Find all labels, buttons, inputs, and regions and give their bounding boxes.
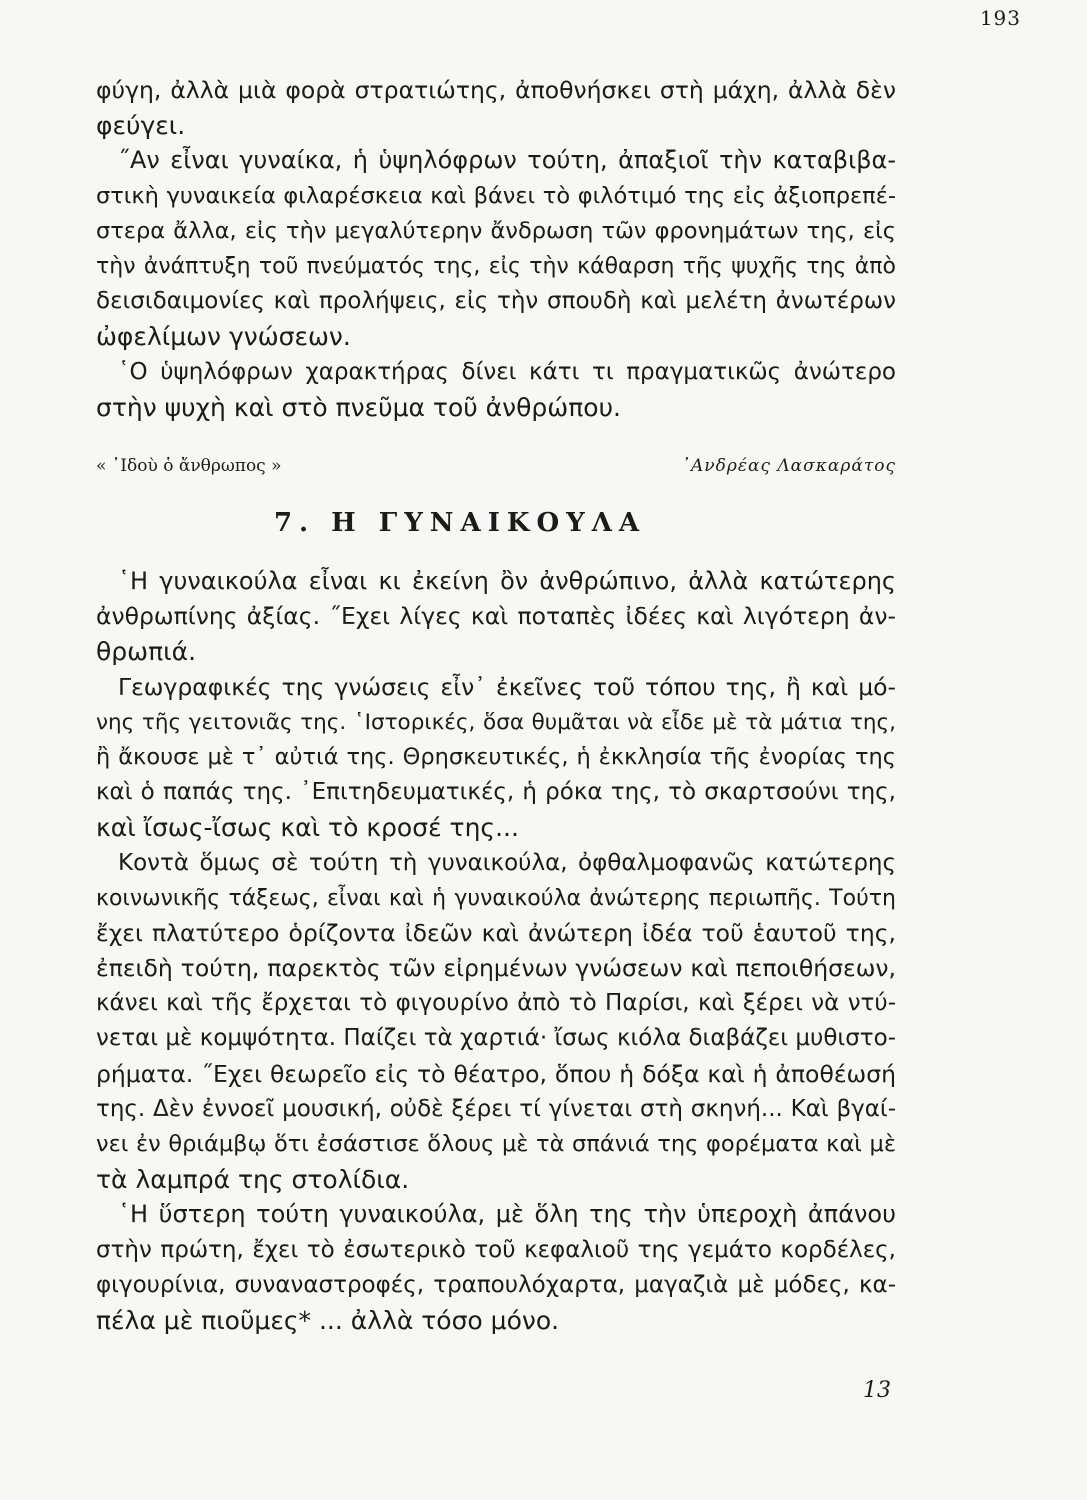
text-line: κάνει καὶ τῆς ἔρχεται τὸ φιγουρίνο ἀπὸ τὸ Παρίσι, καὶ ξέρει νὰ ντύ- bbox=[96, 990, 896, 1017]
text-line: ˝Αν εἶναι γυναίκα, ἡ ὑψηλόφρων τούτη, ἀπαξιοῖ τὴν καταβιβα- bbox=[118, 146, 896, 175]
paragraph-block-1 bbox=[96, 73, 896, 425]
text-line: φεύγει. bbox=[96, 111, 186, 141]
text-line: στὴν ψυχὴ καὶ στὸ πνεῦμα τοῦ ἀνθρώπου. bbox=[96, 392, 621, 422]
author-name: ᾿Ανδρέας Λασκαράτος bbox=[681, 456, 896, 476]
text-line: φιγουρίνια, συναναστροφές, τραπουλόχαρτα, μαγαζιὰ μὲ μόδες, κα- bbox=[96, 1271, 896, 1298]
text-line: ῾Η γυναικούλα εἶναι κι ἐκείνη ὂν ἀνθρώπινο, ἀλλὰ κατώτερης bbox=[118, 567, 896, 595]
text-line: νεται μὲ κομψότητα. Παίζει τὰ χαρτιά· ἴσως κιόλα διαβάζει μυθιστο- bbox=[96, 1025, 896, 1052]
text-line: ρήματα. ˝Εχει θεωρεῖο εἰς τὸ θέατρο, ὅπου ἡ δόξα καὶ ἡ ἀποθέωσή bbox=[96, 1059, 896, 1088]
text-line: ὠφελίμων γνώσεων. bbox=[96, 322, 351, 352]
text-line: καὶ ὁ παπάς της. ᾿Επιτηδευματικές, ἡ ρόκα της, τὸ σκαρτσούνι της, bbox=[96, 779, 896, 806]
text-line: ἐπειδὴ τούτη, παρεκτὸς τῶν εἰρημένων γνώσεων καὶ πεποιθήσεων, bbox=[96, 954, 896, 983]
page-number-bottom: 13 bbox=[863, 1378, 891, 1403]
text-line: της. Δὲν ἐννοεῖ μουσική, οὐδὲ ξέρει τί γίνεται στὴ σκηνή... Καὶ βγαί- bbox=[96, 1095, 896, 1122]
text-line: καὶ ἴσως-ἴσως καὶ τὸ κροσέ της... bbox=[96, 813, 519, 843]
text-line: δεισιδαιμονίες καὶ προλήψεις, εἰς τὴν σπουδὴ καὶ μελέτη ἀνωτέρων bbox=[96, 288, 896, 315]
text-line: στὴν πρώτη, ἔχει τὸ ἐσωτερικὸ τοῦ κεφαλιοῦ της γεμάτο κορδέλες, bbox=[96, 1236, 896, 1263]
text-line: πέλα μὲ πιοῦμες* ... ἀλλὰ τόσο μόνο. bbox=[96, 1305, 560, 1335]
text-line: κοινωνικῆς τάξεως, εἶναι καὶ ἡ γυναικούλα ἀνώτερης περιωπῆς. Τούτη bbox=[96, 885, 896, 911]
text-line: ῾Ο ὑψηλόφρων χαρακτήρας δίνει κάτι τι πραγματικῶς ἀνώτερο bbox=[118, 358, 896, 385]
source-title: « ᾿Ιδοὺ ὁ ἄνθρωπος » bbox=[96, 456, 282, 476]
paragraph-block-2 bbox=[96, 564, 896, 1338]
text-line: φύγη, ἀλλὰ μιὰ φορὰ στρατιώτης, ἀποθνήσκει στὴ μάχη, ἀλλὰ δὲν bbox=[96, 76, 896, 104]
text-line: ῾Η ὕστερη τούτη γυναικούλα, μὲ ὅλη της τὴν ὑπεροχὴ ἀπάνου bbox=[118, 1200, 896, 1229]
text-line: ἀνθρωπίνης ἀξίας. ˝Εχει λίγες καὶ ποταπὲς ἰδέες καὶ λιγότερη ἀν- bbox=[96, 602, 896, 631]
text-line: στικὴ γυναικεία φιλαρέσκεια καὶ βάνει τὸ φιλότιμό της εἰς ἀξιοπρεπέ- bbox=[96, 182, 896, 209]
text-line: Κοντὰ ὅμως σὲ τούτη τὴ γυναικούλα, ὀφθαλμοφανῶς κατώτερης bbox=[118, 849, 896, 876]
text-line: τὴν ἀνάπτυξη τοῦ πνεύματός της, εἰς τὴν κάθαρση τῆς ψυχῆς της ἀπὸ bbox=[96, 253, 896, 279]
citation-row bbox=[96, 456, 896, 486]
text-line: στερα ἄλλα, εἰς τὴν μεγαλύτερην ἄνδρωση τῶν φρονημάτων της, εἰς bbox=[96, 217, 896, 244]
text-line: Γεωγραφικές της γνώσεις εἶν᾿ ἐκεῖνες τοῦ τόπου της, ἢ καὶ μό- bbox=[118, 672, 896, 701]
text-line: θρωπιά. bbox=[96, 637, 197, 667]
text-line: νης τῆς γειτονιᾶς της. ῾Ιστορικές, ὅσα θυμᾶται νὰ εἶδε μὲ τὰ μάτια της, bbox=[96, 709, 896, 735]
text-line: ἢ ἄκουσε μὲ τ᾿ αὐτιά της. Θρησκευτικές, ἡ ἐκκλησία τῆς ἐνορίας της bbox=[96, 743, 896, 770]
page-number-top: 193 bbox=[979, 6, 1021, 30]
text-line: νει ἐν θριάμβῳ ὅτι ἐσάστισε ὅλους μὲ τὰ σπάνιά της φορέματα καὶ μὲ bbox=[96, 1131, 896, 1157]
text-line: ἔχει πλατύτερο ὁρίζοντα ἰδεῶν καὶ ἀνώτερη ἰδέα τοῦ ἑαυτοῦ της, bbox=[96, 918, 896, 947]
text-line: τὰ λαμπρά της στολίδια. bbox=[96, 1165, 410, 1195]
chapter-heading: 7. Η ΓΥΝΑΙΚΟΥΛΑ bbox=[273, 508, 647, 538]
